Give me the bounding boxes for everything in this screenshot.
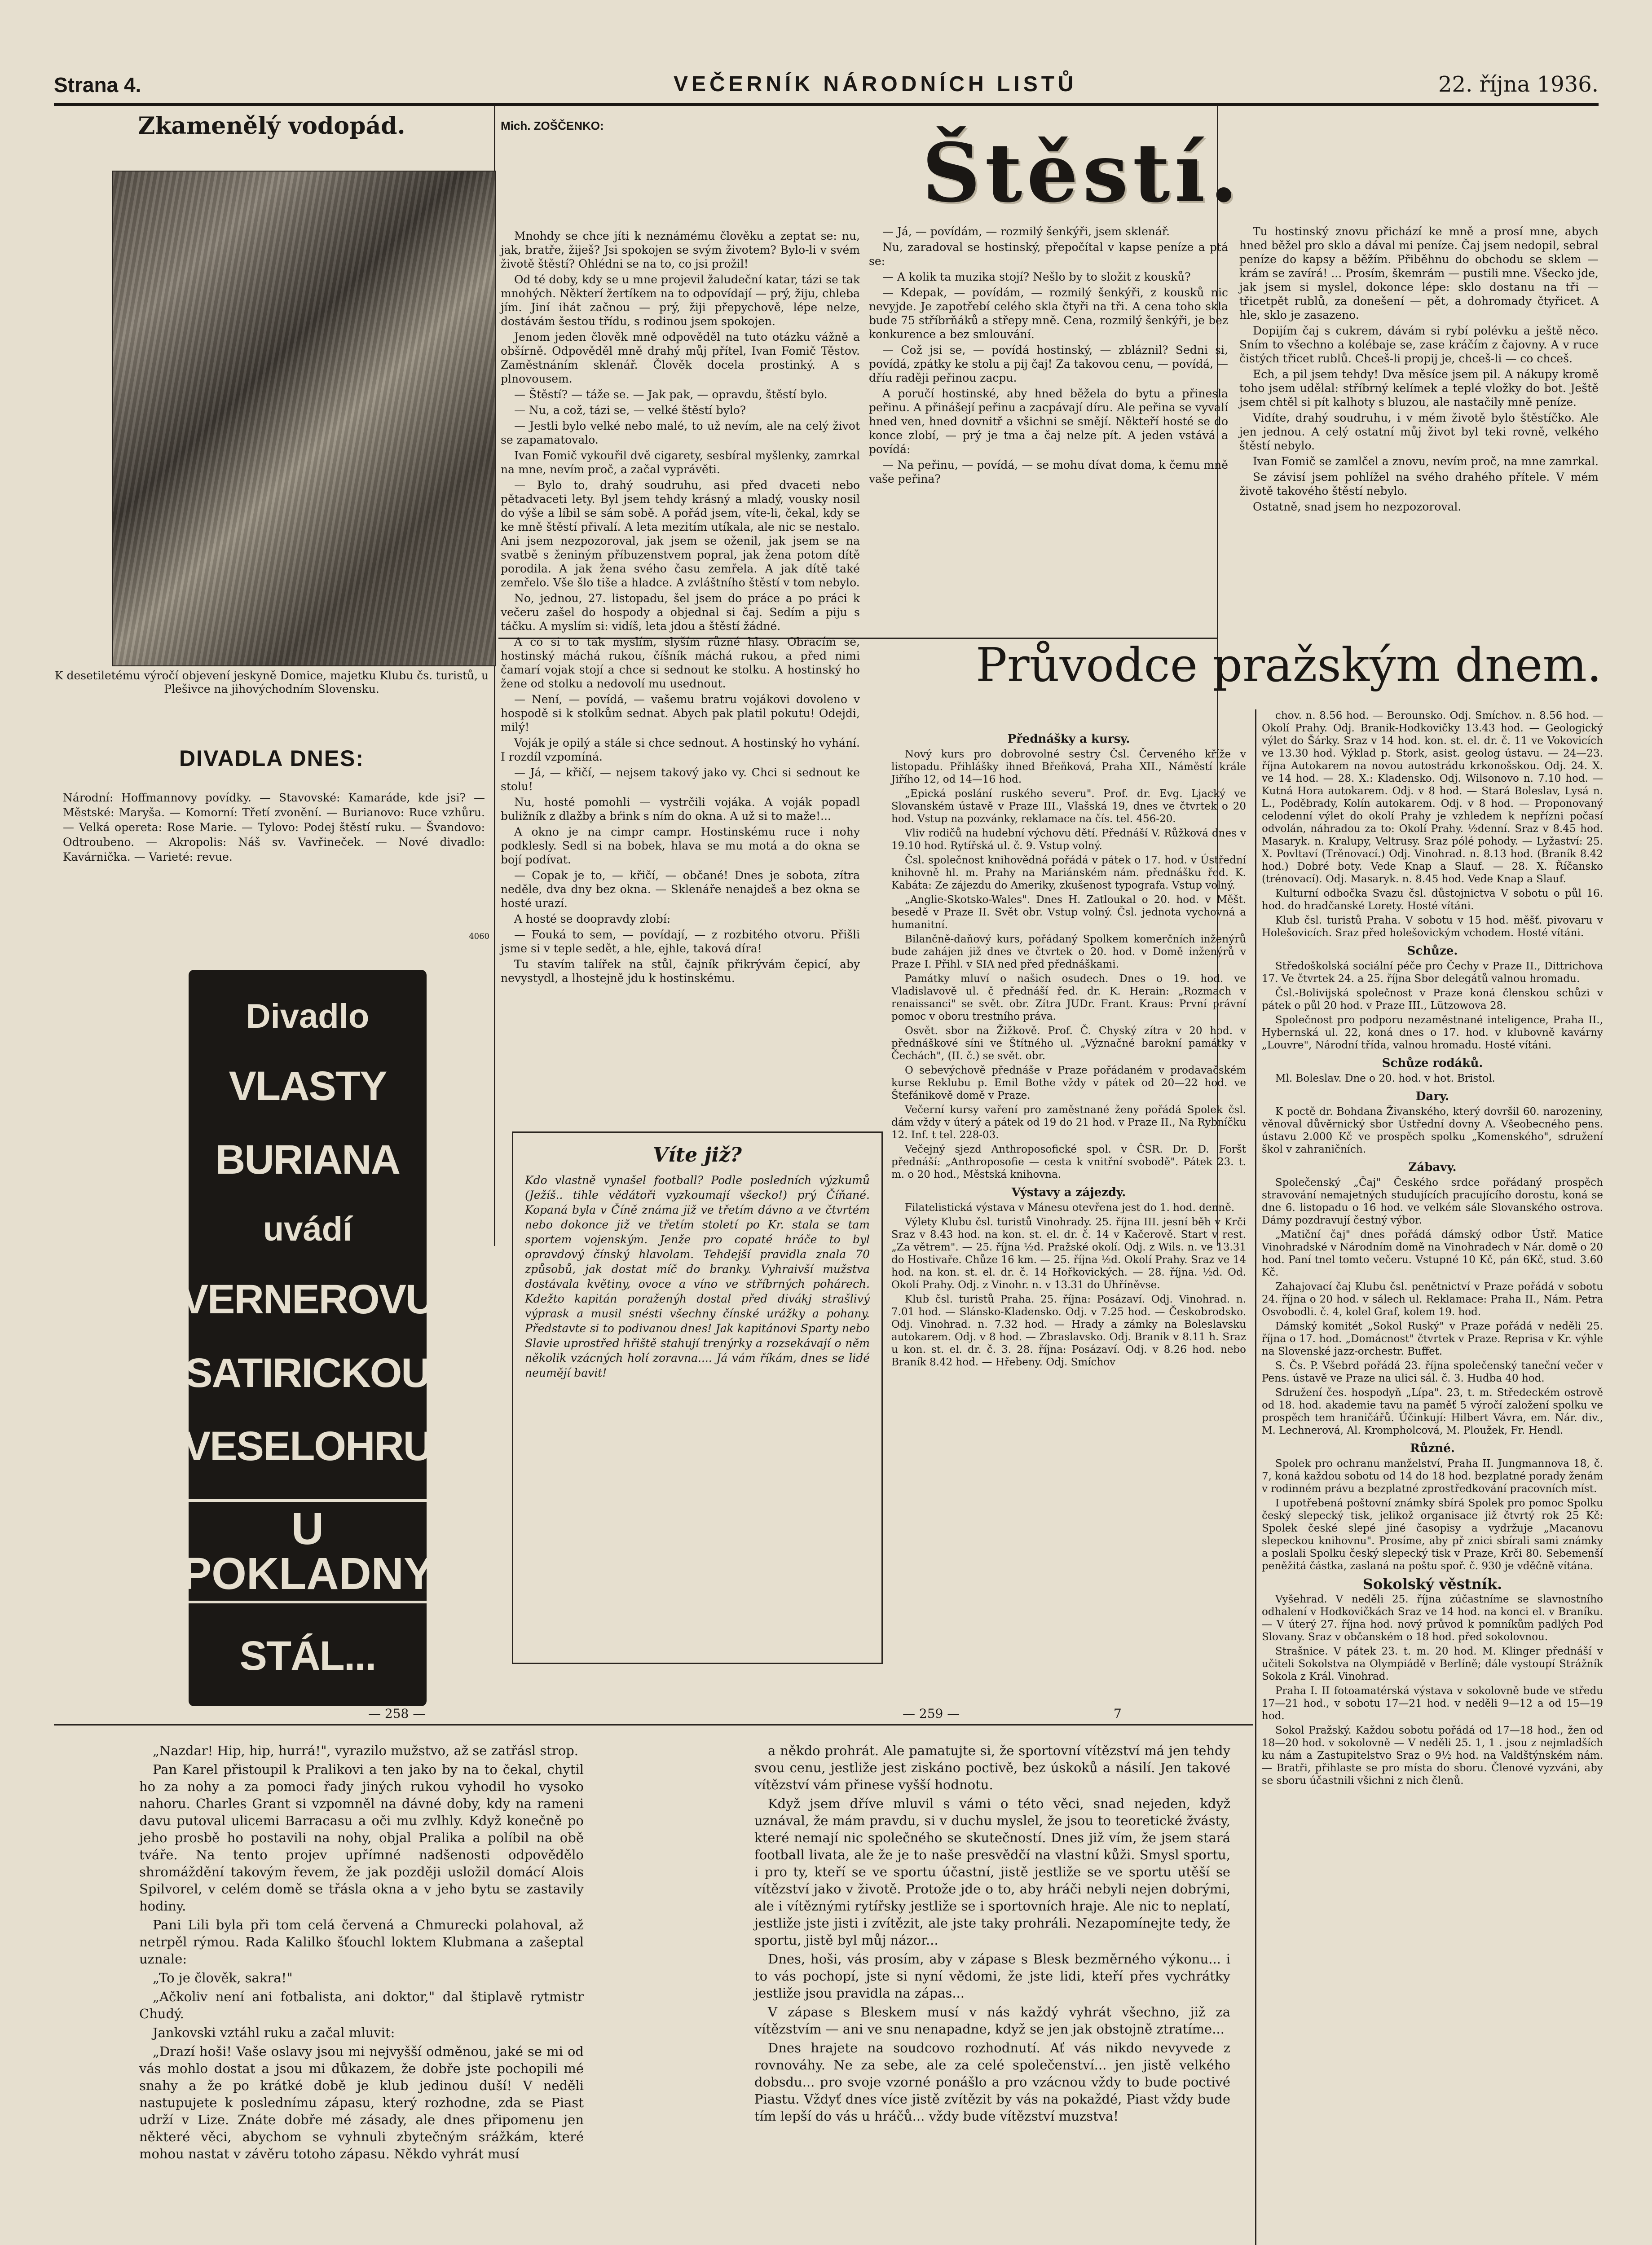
listing: „Epická poslání ruského severu". Prof. dr. Evg. Ljacký ve Slovanském ústavě v Praze III., Vlašská 19, dnes ve čtvrtek o 20 hod. Vstup na pozvánky, reklamace na čís. tel. 456-20. [891, 788, 1246, 825]
ad-line: STÁL... [239, 1633, 376, 1679]
story-author: Mich. ZOŠČENKO: [501, 119, 604, 132]
listing: I upotřebená poštovní známky sbírá Spolek pro pomoc Spolku český slepecký tisk, jelikož organisace již čtvrtý rok 25 Kč: Spolek české slepé jiné časopisy a vydržuje „Macanovu slepeckou knihovnu". Prosíme, aby př znici sbírali sami známky a poslali Spolku český slepecký tisk v Praze, Krči 80. Sebemenší peněžitá částka, zaslaná na poštu spoř. č. 930 je vděčně vítána. [1262, 1497, 1603, 1572]
listing: Klub čsl. turistů Praha. 25. října: Posázaví. Odj. Vinohrad. n. 7.01 hod. — Slánsko-Kladensko. Odj. v 7.25 hod. — Českobrodsko. Odj. Vinohrad. n. 7.32 hod. — Hrady a zámky na Boleslavsku autokarem. Odj. v 8 hod. — Zbraslavsko. Odj. Branik v 8.11 h. Sraz u kon. st. el. dr. č. 3. 28. října: Posázaví. Odj. v 8.26 hod. nebo Braník 8.42 hod. — Hřebeny. Odj. Smíchov [891, 1294, 1246, 1368]
listing: S. Čs. P. Všebrd pořádá 23. října společenský taneční večer v Pens. ústavě ve Praze na ulici sál. č. 3. Hudba 40 hod. [1262, 1360, 1603, 1384]
serial-column-2 [754, 1742, 1230, 2126]
section-rule [54, 1724, 1253, 1726]
page-number: Strana 4. [54, 73, 141, 97]
paragraph: A co si to tak myslím, slyším různé hlasy. Obracím se, hostinský máchá rukou, číšník máchá rukou, a před nimi čamarí vojak stojí a chce si sednout ke stolku. A hostinský ho žene od stolku a nedovolí mu usednout. [501, 635, 860, 690]
section-heading: Výstavy a zájezdy. [1011, 1186, 1126, 1199]
listing: Sokol Pražský. Každou sobotu pořádá od 17—18 hod., žen od 18—20 hod. v sokolovně — V neděli 25. 1, 1 . jsou z nejmladších ku nám a Zastupitelstvo Sraz o 9½ hod. na Valdštýnském nám. — Bratři, přihlaste se pro místa do sboru. Členové vyzváni, aby se sboru účastnili všichni z nich členů. [1262, 1725, 1603, 1787]
listing: Bilančně-daňový kurs, pořádaný Spolkem komerčních inženýrů bude zahájen již dnes ve čtvrtek o 20. hod. v Domě inženýrů v Praze I. Přihl. v SIA ned před přednáškami. [891, 933, 1246, 970]
folio-right: 7 [1114, 1706, 1122, 1721]
listing: Sdružení čes. hospodyň „Lípa". 23, t. m. Středeckém ostrově od 18. hod. akademie tavu na paměť 5 výročí založení spolku ve prospěch tem hraničářů. Účinkují: Hilbert Vávra, em. Nár. div., M. Lechnerová, Al. Krompholcová, M. Ploužek, Fr. Hendl. [1262, 1387, 1603, 1436]
theatre-heading: DIVADLA DNES: [179, 746, 365, 771]
listing: Společenský „Čaj" Českého srdce pořádaný prospěch stravování nemajetných studujících pracujícího dorostu, koná se dne 6. listopadu o 16 hod. ve velkém sále Slovanského ostrova. Dámy pozdravují čestný výbor. [1262, 1177, 1603, 1226]
paragraph: Nu, hosté pomohli — vystrčili vojáka. A voják popadl buližník z dlažby a bŕink s ním do okna. A už si to maže!... [501, 796, 860, 823]
vite-title: Víte již? [653, 1144, 742, 1167]
article-title-vodopad: Zkamenělý vodopád. [138, 112, 405, 140]
paragraph: Dopijím čaj s cukrem, dávám si rybí polévku a ještě něco. Sním to všechno a kolébaje se, zase kráčím z čajovny. A v ruce čistých třicet rublů. Chceš-li propij je, chceš-li — co chceš. [1239, 324, 1599, 365]
listing: Čsl.-Bolivijská společnost v Praze koná členskou schůzi v pátek o půl 20 hod. v Praze III., Lützowova 28. [1262, 987, 1603, 1012]
paragraph: — Jestli bylo velké nebo malé, to už nevím, ale na celý život se zapamatovalo. [501, 419, 860, 446]
listing: Večejný sjezd Anthroposofické spol. v ČSR. Dr. D. Foršt přednáší: „Anthroposofie — cesta k vnitřní svobodě". Pátek 23. t. m. o 20 hod., Městská knihovna. [891, 1144, 1246, 1180]
paragraph: Od té doby, kdy se u mne projevil žaludeční katar, tázi se tak mnohých. Některí žertíkem na to odpovídají — prý, žiju, chleba jím. Jiní ihát začnou — prý, žiji přepychově, lépe nelze, dostávám šestou třídu, s rodinou jsem spokojen. [501, 273, 860, 328]
folio-left: — 258 — [368, 1706, 426, 1721]
paragraph: — Na peřinu, — povídá, — se mohu dívat doma, k čemu mně vaše peřina? [869, 458, 1228, 485]
listing: Výlety Klubu čsl. turistů Vinohrady. 25. října III. jesní běh v Krči Sraz v 8.43 hod. na kon. st. el. dr. č. 14 v Kačerově. Start v rest. „Za větrem". — 25. října ½d. Pražské okolí. Odj. z Wils. n. ve 13.31 do Hostivaře. Chůze 16 km. — 25. října ½d. Okolí Prahy. Sraz ve 14 hod. na kon. st. el. dr. č. 14 Hořkovických. — 28. října. ½d. Od. Okolí Prahy. Odj. z Vinohr. n. v 13.31 do Uhříněvse. [891, 1216, 1246, 1291]
column-rule [1255, 709, 1256, 2245]
paragraph: — Bylo to, drahý soudruhu, asi před dvaceti nebo pětadvaceti lety. Byl jsem tehdy krásný a mladý, vousky nosil do výše a líbil se sám sobě. A pořád jsem, víte-li, čekal, kdy se ke mně štěstí přivalí. A leta mezitím utíkala, ale nic se nestalo. Ani jsem nezpozoroval, jak jsem se oženil, jak jsem se na svatbě s ženiným příbuzenstvem popral, jak žena potom dítě porodila. A jak žena svého času zemřela. A jak dítě také zemřelo. Vše šlo tiše a hladce. A zvláštního štěstí v tom nebylo. [501, 479, 860, 589]
serial-column-1 [139, 1742, 584, 2164]
listing: O sebevýchově přednáše v Praze pořádaném v prodavačském kurse Reklubu p. Emil Bothe vždy v pátek od 20—22 hod. ve Štefánikově domě v Praze. [891, 1065, 1246, 1101]
listing: Večerní kursy vaření pro zaměstnané ženy pořádá Spolek čsl. dám vždy v úterý a pátek od 19 do 21 hod. v Praze II., Na Rybníčku 12. Inf. t tel. 228-03. [891, 1104, 1246, 1141]
story-column-3 [1239, 224, 1599, 515]
vite-text: Kdo vlastně vynašel football? Podle posledních výzkumů (Ježíš.. tihle vědátoři vyzkoumají všecko!) prý Číňané. Kopaná byla v Číně známa již ve třetím dávno a ve čtvrtém nebo dokonce již ve třetím století po Kr. stala se tam sportem vojenským. Jenže pro copaté hráče to byl opravdový čínský hlavolam. Tehdejší pravidla znala 70 způsobů, jak dostat míč do branky. Vyhraivší mužstva dostávala květiny, ovoce a víno ve stříbrných pohárech. Kdežto kapitán poraženýh dostal před divákj strašlivý výprask a musil snésti všechny čínské urážky a pohany. Představte si to podivanou dnes! Jak kapitánovi Sparty nebo Slavie uprostřed hřiště stahují trenýrky a rozsekávají o něm několik vzácných holí zoravna.... Já vám říkám, dnes se lidé neumějí bavit! [525, 1174, 870, 1379]
paragraph: Ech, a pil jsem tehdy! Dva měsíce jsem pil. A nákupy kromě toho jsem udělal: stříbrný kelímek a teplé vložky do bot. Ještě jsem chtěl si pít kalhoty s bluzou, ale nastačily mně peníze. [1239, 368, 1599, 409]
listing: Strašnice. V pátek 23. t. m. 20 hod. M. Klinger přednáší v učiteli Sokolstva na Olympiádě v Berlíně; dále vystoupí Strážník Sokola z Král. Vinohrad. [1262, 1646, 1603, 1682]
paragraph: Voják je opilý a stále si chce sednout. A hostinský ho vyhání. I rozdíl vzpomíná. [501, 736, 860, 763]
listing: Ml. Boleslav. Dne o 20. hod. v hot. Bristol. [1275, 1073, 1495, 1084]
paragraph: — Kdepak, — povídám, — rozmilý šenkýři, z kousků nic nevyjde. Je zapotřebí celého skla čtyři na tři. A cena toho skla bude 75 stříbrňáků a střepy mně. Cena, rozmilý šenkýři, je bez konkurence a bez smlouvání. [869, 286, 1228, 341]
section-heading: Dary. [1415, 1090, 1449, 1103]
cave-photo [112, 171, 496, 666]
listing: Kulturní odbočka Svazu čsl. důstojnictva V sobotu o půl 16. hod. do hradčanské Lorety. Hosté vítáni. [1262, 888, 1603, 912]
paragraph: „To je člověk, sakra!" [153, 1970, 293, 1985]
ad-code: 4060 [469, 932, 489, 941]
section-heading: Zábavy. [1408, 1161, 1457, 1174]
paragraph: Tu stavím talířek na stůl, čajník přikrývám čepicí, aby nevystydl, a lhostejně jdu k hostinskému. [501, 958, 860, 985]
listing: Památky mluví o našich osudech. Dnes o 19. hod. ve Vladislavově ul. č přednáší řed. dr. K. Herain: „Rozmach v renaissanci" se svět. obr. Zítra JUDr. Frant. Kraus: První právní pomoc v oboru trestního práva. [891, 973, 1246, 1022]
listing: Středoškolská sociální péče pro Čechy v Praze II., Dittrichova 17. Ve čtvrtek 24. a 25. října Sbor delegátů valnou hromadu. [1262, 960, 1603, 985]
paragraph: Pani Lili byla při tom celá červená a Chmurecki polahoval, až netrpěl rýmou. Rada Kalilko šťouchl loktem Klubmana a zašeptal uznale: [139, 1917, 584, 1967]
listing: chov. n. 8.56 hod. — Berounsko. Odj. Smíchov. n. 8.56 hod. — Okolí Prahy. Odj. Branik-Hodkovičky 13.43 hod. — Geologický výlet do Šárky. Sraz v 14 hod. kon. st. el. dr. č. 11 ve Vokovicích ve 13.30 hod. Výklad p. Stork, asist. geolog ústavu. — 24—23. října Autokarem na novou autostrádu krkonošskou. Odj. 24. X. ve 14 hod. — 28. X.: Kladensko. Odj. Wilsonovo n. 7.10 hod. — Kutná Hora autokarem. Odj. v 8 hod. — Stará Boleslav, Lysá n. L., Poděbrady, Kolín autokarem. Odj. v 8 hod. — Proponovaný celodenní výlet do okolí Prahy je vzhledem k nepřízni počasí odvolán, náhradou za to: Okolí Prahy. ½denní. Sraz v 8.45 hod. Masaryk. n. Kralupy, Veltrusy. Sraz pólé pohody. — Lyžaství: 25. X. Povltaví (Trěnovací.) Odj. Vinohrad. n. 8.13 hod. (Braník 8.42 hod.) Dobré boty. Vede Knap a Slauf. — 28. X. Říčansko (trénovací). Odj. Masaryk. n. 8.45 hod. Vede Knap a Slauf. [1262, 710, 1603, 885]
ad-line: SATIRICKOU [185, 1350, 430, 1396]
ad-line: U POKLADNY [172, 1499, 442, 1603]
paragraph: A poručí hostinské, aby hned běžela do bytu a přinesla peřinu. A přinášejí peřinu a zacpávají díru. Ale peřina se vyvalí hned ven, hned dovnitř a všichni se smějí. Někteří hosté se do konce zlobí, — prý je tma a čaj nelze pít. A jeden vstává a povídá: [869, 387, 1228, 456]
paragraph: — Já, — křičí, — nejsem takový jako vy. Chci si sednout ke stolu! [501, 766, 860, 793]
ad-line: VERNEROVU [181, 1276, 435, 1322]
listing: K poctě dr. Bohdana Živanského, který dovršil 60. narozeniny, věnoval důvěrnický sbor Ústřední dovny A. Všeobecného pens. ústavu 2.000 Kč ve prospěch spolku „Komenského", sdružení škol v zahraničních. [1262, 1106, 1603, 1155]
guide-column-2 [1262, 709, 1603, 1789]
listing: Dámský komitét „Sokol Ruský" v Praze pořádá v neděli 25. října o 17. hod. „Domácnost" čtvrtek v Praze. Reprisa v Kr. výhle na Slovenské jazz-orchestr. Buffet. [1262, 1321, 1603, 1357]
paragraph: „Nazdar! Hip, hip, hurrá!", vyrazilo mužstvo, až se zatřásl strop. [153, 1743, 579, 1758]
paragraph: Ivan Fomič se zamlčel a znovu, nevím proč, na mne zamrkal. [1253, 455, 1599, 468]
story-column-2 [869, 224, 1228, 488]
paragraph: Jenom jeden člověk mně odpověděl na tuto otázku vážně a obšírně. Odpověděl mně drahý můj přítel, Ivan Fomič Těstov. Zaměstnáním sklenář. Člověk docela prostinký. A s plnovousem. [501, 330, 860, 385]
paragraph: — Není, — povídá, — vašemu bratru vojákovi dovoleno v hospodě si k stolkům sednat. Abych pak platil pokutu! Odejdi, milý! [501, 693, 860, 734]
paragraph: Dnes hrajete na soudcovo rozhodnutí. Ať vás nikdo nevyvede z rovnováhy. Ne za sebe, ale za celé společenství... jen jistě velkého dobsdu... pro svoje vzorné ponášlo a pro vzácnou vždy to bude poctivé Piastu. Vždyť dnes více jistě zvítězit by vás na pokaždé, Piast vždy bude tím lepší do vás u hráčů... vždy bude vítězství muzstva! [754, 2040, 1230, 2124]
ad-line: uvádí [263, 1210, 352, 1249]
masthead: VEČERNÍK NÁRODNÍCH LISTŮ [674, 72, 1077, 96]
story-column-1 [501, 229, 860, 987]
listing: Zahajovací čaj Klubu čsl. penětnictví v Praze pořádá v sobotu 24. října o 20 hod. v sálech ul. Reklamace: Praha II., Nám. Petra Osvobodli. č. 4, kolel Graf, kolem 19. hod. [1262, 1281, 1603, 1318]
paragraph: V zápase s Bleskem musí v nás každý vyhrát všechno, již za vítězstvím — ani ve snu nenapadne, když se jen jak obstojně ztratíme... [754, 2004, 1230, 2037]
paragraph: Ostatně, snad jsem ho nezpozoroval. [1253, 500, 1462, 513]
ad-line: VESELOHRU [183, 1423, 432, 1470]
listing: Spolek pro ochranu manželství, Praha II. Jungmannova 18, č. 7, koná každou sobotu od 14 do 18 hod. bezplatné porady ženám v rodinném právu a bezplatné zprostředkování pracovních míst. [1262, 1458, 1603, 1495]
paragraph: Jankovski vztáhl ruku a začal mluvit: [153, 2025, 395, 2040]
story-title: Štěstí. [922, 126, 1242, 220]
section-heading: Sokolský věstník. [1362, 1576, 1502, 1593]
section-heading: Schůze. [1407, 944, 1458, 958]
folio-middle: — 259 — [903, 1706, 960, 1721]
listing: „Anglie-Skotsko-Wales". Dnes H. Zatloukal o 20. hod. v Měšt. besedě v Praze II. Svět obr. Vstup volný. Čsl. jednota vychovná a humanitní. [891, 894, 1246, 931]
paragraph: a někdo prohrát. Ale pamatujte si, že sportovní vítězství má jen tehdy svou cenu, jestliže jest ziskáno poctivě, bez úskoků a násilí. Jen takové vítězství vám přinese vyšší hodnotu. [754, 1743, 1230, 1792]
section-heading: Přednášky a kursy. [1007, 732, 1130, 746]
paragraph: Pan Karel přistoupil k Pralikovi a ten jako by na to čekal, chytil ho za nohy a za pomoci řady jiných rukou vyhodil ho vysoko nahoru. Charles Grant si vzpomněl na dávné doby, kdy na rameni davu putoval ulicemi Barracasu a oči mu zvlhly. Když konečně po jeho prosbě ho postavili na nohy, objal Pralika a políbil na obě tváře. Na tento projev upřímné nadšenosti odpovědělo shromáždění takovým řevem, že jak později usložil domácí Alois Spilvorel, v celém domě se třásla okna a v jeho bytu se zastavily hodiny. [139, 1762, 584, 1914]
paragraph: — Což jsi se, — povídá hostinský, — zbláznil? Sedni si, povídá, zpátky ke stolu a pij čaj! Za takovou cenu, — povídá, — dříu raději peřinou zacpu. [869, 343, 1228, 384]
listing: Filatelistická výstava v Mánesu otevřena jest do 1. hod. denně. [905, 1202, 1235, 1214]
paragraph: No, jednou, 27. listopadu, šel jsem do práce a po práci k večeru zašel do hospody a objednal si čaj. Sedím a piju s táčku. A myslím si: vidíš, leta jdou a štěstí žádné. [501, 592, 860, 633]
paragraph: Se závisí jsem pohlížel na svého drahého přítele. V mém životě takového štěstí nebylo. [1239, 471, 1599, 497]
paragraph: — Já, — povídám, — rozmilý šenkýři, jsem sklenář. [882, 225, 1170, 238]
issue-date: 22. října 1936. [1438, 72, 1599, 97]
listing: Praha I. II fotoamatérská výstava v sokolovně bude ve středu 17—21 hod., v sobotu 17—21 hod. v neděli 9—12 a od 15—19 hod. [1262, 1685, 1603, 1722]
guide-title: Průvodce pražským dnem. [975, 638, 1602, 692]
listing: Čsl. společnost knihovědná pořádá v pátek o 17. hod. v Ústřední knihovně hl. m. Prahy na Mariánském nám. přednášku řed. K. Kabáta: Ze zájezdu do Ameriky, zkušenost typografa. Vstup volný. [891, 854, 1246, 891]
paragraph: A okno je na cimpr campr. Hostinskému ruce i nohy podklesly. Sedl si na bobek, hlava se mu motá a do okna se bojí podívat. [501, 825, 860, 866]
theatre-listings: Národní: Hoffmannovy povídky. — Stavovské: Kamaráde, kde jsi? — Městské: Maryša. — Komorní: Třetí zvonění. — Burianovo: Ruce vzhůru. — Velká opereta: Rose Marie. — Tylovo: Podej štěstí ruku. — Švandovo: Odtroubeno. — Akropolis: Náš sv. Vavřineček. — Nové divadlo: Kavárnička. — Varieté: revue. [63, 791, 485, 863]
paragraph: Tu hostinský znovu přichází ke mně a prosí mne, abych hned běžel pro sklo a dával mi peníze. Čaj jsem nedopil, sebral peníze do kapsy a běžím. Přiběhnu do obchodu se sklem — krám se zavírá! ... Prosím, škemrám — pustili mne. Všecko jde, jak jsem si myslel, dokonce lépe: sklo dostanu na tři — třicetpět rublů, za donešení — pět, a dohromady čtyřicet. A hle, sklo je zasazeno. [1239, 225, 1599, 321]
listing: Společnost pro podporu nezaměstnané inteligence, Praha II., Hybernská ul. 22, koná dnes o 17. hod. v klubovně kavárny „Louvre", Národní třída, valnou hromadu. Hosté vítáni. [1262, 1014, 1603, 1051]
listing: Vyšehrad. V neděli 25. října zúčastníme se slavnostního odhalení v Hodkovičkách Sraz ve 14 hod. na konci el. v Braníku. — V úterý 27. října hod. nový průvod k pomníkům padlých Pod Slovany. Sraz v občanském o 18 hod. před sokolovnou. [1262, 1594, 1603, 1643]
paragraph: „Ačkoliv není ani fotbalista, ani doktor," dal štiplavě rytmistr Chudý. [139, 1989, 584, 2021]
section-heading: Různé. [1410, 1442, 1455, 1455]
paragraph: Ivan Fomič vykouřil dvě cigarety, sesbíral myšlenky, zamrkal na mne, nevím proč, a začal vyprávěti. [501, 449, 860, 476]
paragraph: — Copak je to, — křičí, — občané! Dnes je sobota, zítra neděle, dva dny bez okna. — Sklenáře nenajdeš a bez okna se hosté urazí. [501, 869, 860, 910]
ad-line: BURIANA [215, 1136, 400, 1183]
page-header [54, 67, 1599, 106]
paragraph: Dnes, hoši, vás prosím, aby v zápase s Blesk bezměrného výkonu... i to vás pochopí, jste si nyní vědomi, že jste lidi, kteří přes vychrátky jestliže jsou pravidla na zápas... [754, 1951, 1230, 2001]
paragraph: „Drazí hoši! Vaše oslavy jsou mi nejvyšší odměnou, jaké se mi od vás mohlo dostat a jsou mi důkazem, že dobře jste pochopili mé snahy a že po krátké době je klub jedinou duší! V neděli nastupujete k poslednímu zápasu, který rozhodne, zda se Piast udrží v Lize. Znáte dobře mé zásady, ale dnes připomenu jen některé věci, abychom se vyhnuli zbytečným srážkám, které mohou nastat v závěru totoho zápasu. Někdo vyhrát musí [139, 2044, 584, 2161]
listing: „Matiční čaj" dnes pořádá dámský odbor Ústř. Matice Vinohradské v Národním domě na Vinohradech v Nár. domě o 20 hod. Paní tnel tomto večeru. Vstupné 10 Kč, pán 6Kč, stud. 3.60 Kč. [1262, 1229, 1603, 1278]
listing: Vliv rodičů na hudební výchovu dětí. Přednáší V. Růžková dnes v 19.10 hod. Rytířská ul. č. 9. Vstup volný. [891, 828, 1246, 852]
ad-line: Divadlo [246, 997, 370, 1035]
paragraph: Když jsem dříve mluvil s vámi o této věci, snad nejeden, když uznával, že mám pravdu, si v duchu myslel, že jsou to teoretické žvásty, které nemají nic společného se skutečností. Dnes již vím, že jsem stará football livata, ale že je to naše presvědčí na vlastní kůži. Smysl sportu, i pro ty, kteří se ve sportu účastní, jistě jestliže se ve sportu utěší se vítězství jako v životě. Protože jde o to, aby hráči nebyli nejen dobrými, ale i vítěznými rytířsky jestliže se i sportovních hraje. Ale nic to neplatí, jestliže jste jisti i zvítězit, ale jste taky prohráli. Nezapomínejte tedy, že sportu, jistě byl můj názor... [754, 1796, 1230, 1948]
paragraph: — Štěstí? — táže se. — Jak pak, — opravdu, štěstí bylo. [514, 388, 828, 401]
listing: Nový kurs pro dobrovolné sestry Čsl. Červeného kříže v listopadu. Přihlášky ihned Břeňková, Praha XII., Náměstí krále Jiřího 12, od 14—16 hod. [891, 748, 1246, 785]
listing: Osvět. sbor na Žižkově. Prof. Č. Chyský zítra v 20 hod. v přednáškové síni ve Štítného ul. „Význačné barokní památky v Čechách", (II. č.) se svět. obr. [891, 1025, 1246, 1062]
paragraph: Vidíte, drahý soudruhu, i v mém životě bylo štěstíčko. Ale jen jednou. A celý ostatní můj život byl teki rovně, velkého štěstí nebylo. [1239, 411, 1599, 452]
paragraph: — Nu, a což, tázi se, — velké štěstí bylo? [514, 404, 746, 417]
paragraph: — A kolik ta muzika stojí? Nešlo by to složit z kousků? [882, 270, 1191, 283]
theatre-advertisement [181, 970, 435, 1706]
photo-caption: K desetiletému výročí objevení jeskyně Domice, majetku Klubu čs. turistů, u Plešivce na jihovýchodním Slovensku. [54, 669, 489, 696]
paragraph: Nu, zaradoval se hostinský, přepočítal v kapse peníze a ptá se: [869, 241, 1228, 268]
listing: Klub čsl. turistů Praha. V sobotu v 15 hod. měšť. pivovaru v Holešovicích. Sraz před holešovickým vchodem. Hosté vítáni. [1262, 915, 1603, 939]
paragraph: A hosté se doopravdy zlobí: [514, 912, 671, 925]
ad-line: VLASTY [229, 1063, 387, 1109]
vite-jiz-box [512, 1131, 883, 1664]
paragraph: Mnohdy se chce jíti k neznámému člověku a zeptat se: nu, jak, bratře, žiješ? Jsi spokojen se svým životem? Bylo-li v svém životě štěstí? Ohlédni se na to, co jsi prožil! [501, 229, 860, 270]
paragraph: — Fouká to sem, — povídají, — z rozbitého otvoru. Přišli jsme si v teple sedět, a hle, ejhle, taková díra! [501, 928, 860, 955]
section-heading: Schůze rodáků. [1382, 1056, 1483, 1070]
guide-column-1 [891, 727, 1246, 1370]
